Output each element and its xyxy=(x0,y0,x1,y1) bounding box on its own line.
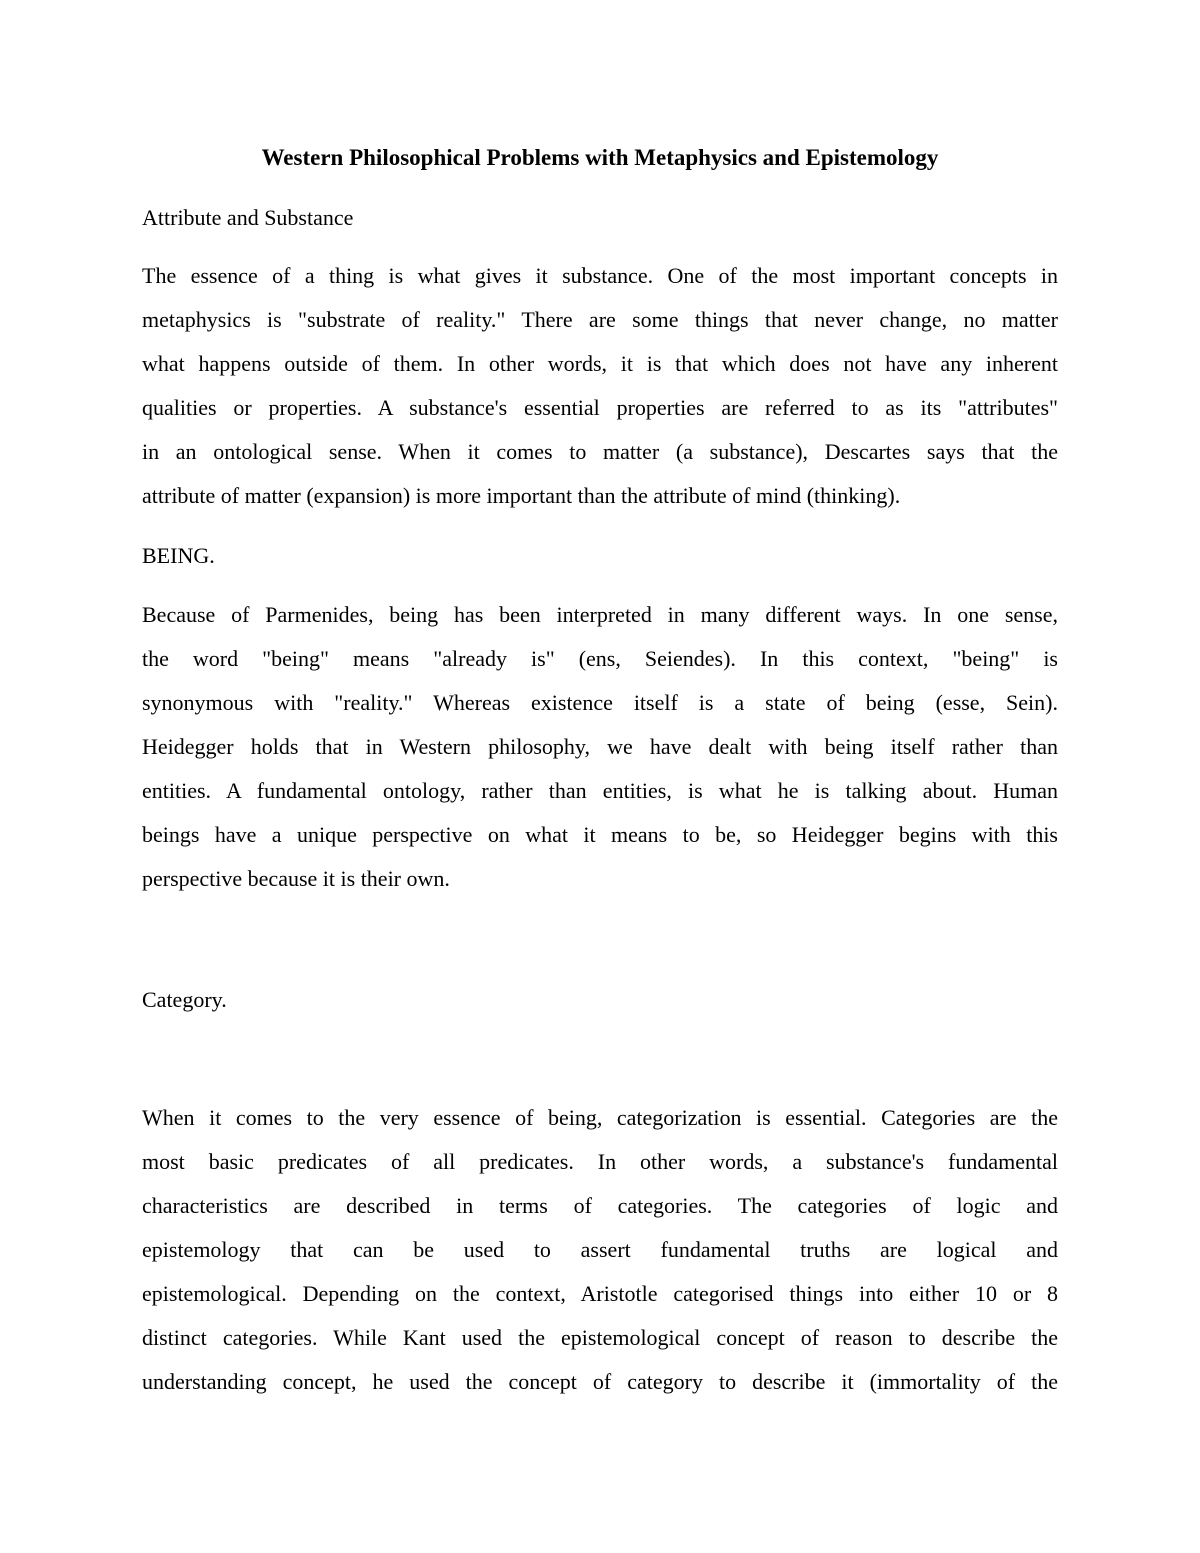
paragraph-being xyxy=(142,593,1058,901)
paragraph-line: entities. A fundamental ontology, rather than entities, is what he is talking about. Human xyxy=(142,778,1058,803)
paragraph-line: most basic predicates of all predicates. In other words, a substance's fundamental xyxy=(142,1149,1058,1174)
paragraph-line: Because of Parmenides, being has been interpreted in many different ways. In one sense, xyxy=(142,602,1058,627)
paragraph-line: what happens outside of them. In other words, it is that which does not have any inherent xyxy=(142,351,1058,376)
section-heading-attribute-substance: Attribute and Substance xyxy=(142,205,354,230)
section-heading-category: Category. xyxy=(142,987,227,1012)
paragraph-line: beings have a unique perspective on what it means to be, so Heidegger begins with this xyxy=(142,822,1058,847)
paragraph-line: attribute of matter (expansion) is more important than the attribute of mind (thinking). xyxy=(142,483,901,508)
paragraph-attribute-substance xyxy=(142,254,1058,518)
paragraph-line: characteristics are described in terms of categories. The categories of logic and xyxy=(142,1193,1058,1218)
paragraph-line: Heidegger holds that in Western philosophy, we have dealt with being itself rather than xyxy=(142,734,1058,759)
paragraph-line: distinct categories. While Kant used the epistemological concept of reason to describe the xyxy=(142,1325,1058,1350)
paragraph-line: in an ontological sense. When it comes to matter (a substance), Descartes says that the xyxy=(142,439,1058,464)
paragraph-line: epistemological. Depending on the context, Aristotle categorised things into either 10 or 8 xyxy=(142,1281,1058,1306)
paragraph-line: the word "being" means "already is" (ens, Seiendes). In this context, "being" is xyxy=(142,646,1058,671)
section-heading-being: BEING. xyxy=(142,543,215,568)
document-title: Western Philosophical Problems with Metaphysics and Epistemology xyxy=(261,145,939,170)
paragraph-line: perspective because it is their own. xyxy=(142,866,450,891)
paragraph-line: qualities or properties. A substance's essential properties are referred to as its "attributes" xyxy=(142,395,1058,420)
paragraph-category xyxy=(142,1096,1058,1404)
paragraph-line: The essence of a thing is what gives it substance. One of the most important concepts in xyxy=(142,263,1058,288)
paragraph-line: metaphysics is "substrate of reality." There are some things that never change, no matter xyxy=(142,307,1058,332)
paragraph-line: understanding concept, he used the concept of category to describe it (immortality of the xyxy=(142,1369,1058,1394)
paragraph-line: synonymous with "reality." Whereas existence itself is a state of being (esse, Sein). xyxy=(142,690,1058,715)
paragraph-line: epistemology that can be used to assert fundamental truths are logical and xyxy=(142,1237,1058,1262)
paragraph-line: When it comes to the very essence of being, categorization is essential. Categories are the xyxy=(142,1105,1058,1130)
